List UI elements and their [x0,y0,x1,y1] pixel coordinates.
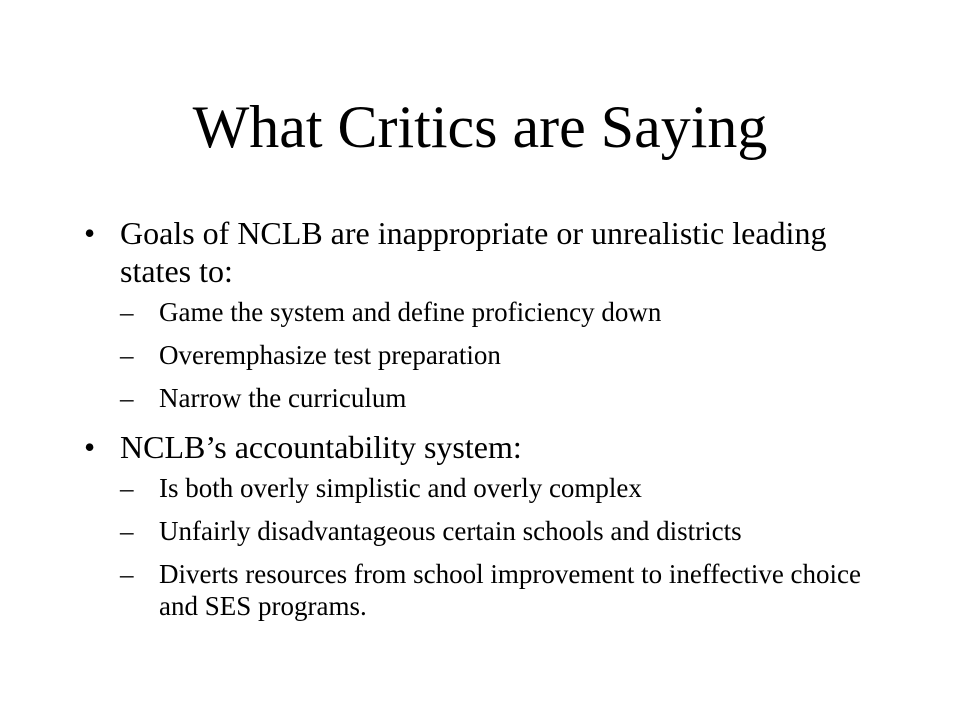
sub-bullet-item [120,472,894,504]
sub-bullet-text: Unfairly disadvantageous certain schools and districts [159,516,742,546]
sub-bullet-text: Diverts resources from school improvement to ineffective choice and SES programs. [159,559,862,621]
bullet-list [84,214,894,622]
bullet-text: Goals of NCLB are inappropriate or unrealistic leading states to: [120,215,827,289]
sub-bullet-text: Game the system and define proficiency down [159,297,662,327]
sub-bullet-item [120,558,894,622]
bullet-item [84,214,894,290]
sub-bullet-item [120,515,894,547]
sub-bullet-item [120,339,894,371]
sub-bullet-item [120,296,894,328]
bullet-text: NCLB’s accountability system: [120,429,522,465]
sub-bullet-text: Narrow the curriculum [159,383,407,413]
sub-bullet-item [120,382,894,414]
bullet-marker: • [84,429,96,465]
dash-marker: – [120,383,134,413]
slide-title: What Critics are Saying [192,94,768,160]
bullet-marker: • [84,215,96,251]
sub-bullet-list [84,296,894,414]
dash-marker: – [120,297,134,327]
sub-bullet-text: Overemphasize test preparation [159,340,501,370]
bullet-item [84,428,894,466]
dash-marker: – [120,559,134,589]
sub-bullet-text: Is both overly simplistic and overly complex [159,473,642,503]
dash-marker: – [120,516,134,546]
dash-marker: – [120,340,134,370]
dash-marker: – [120,473,134,503]
sub-bullet-list [84,472,894,622]
